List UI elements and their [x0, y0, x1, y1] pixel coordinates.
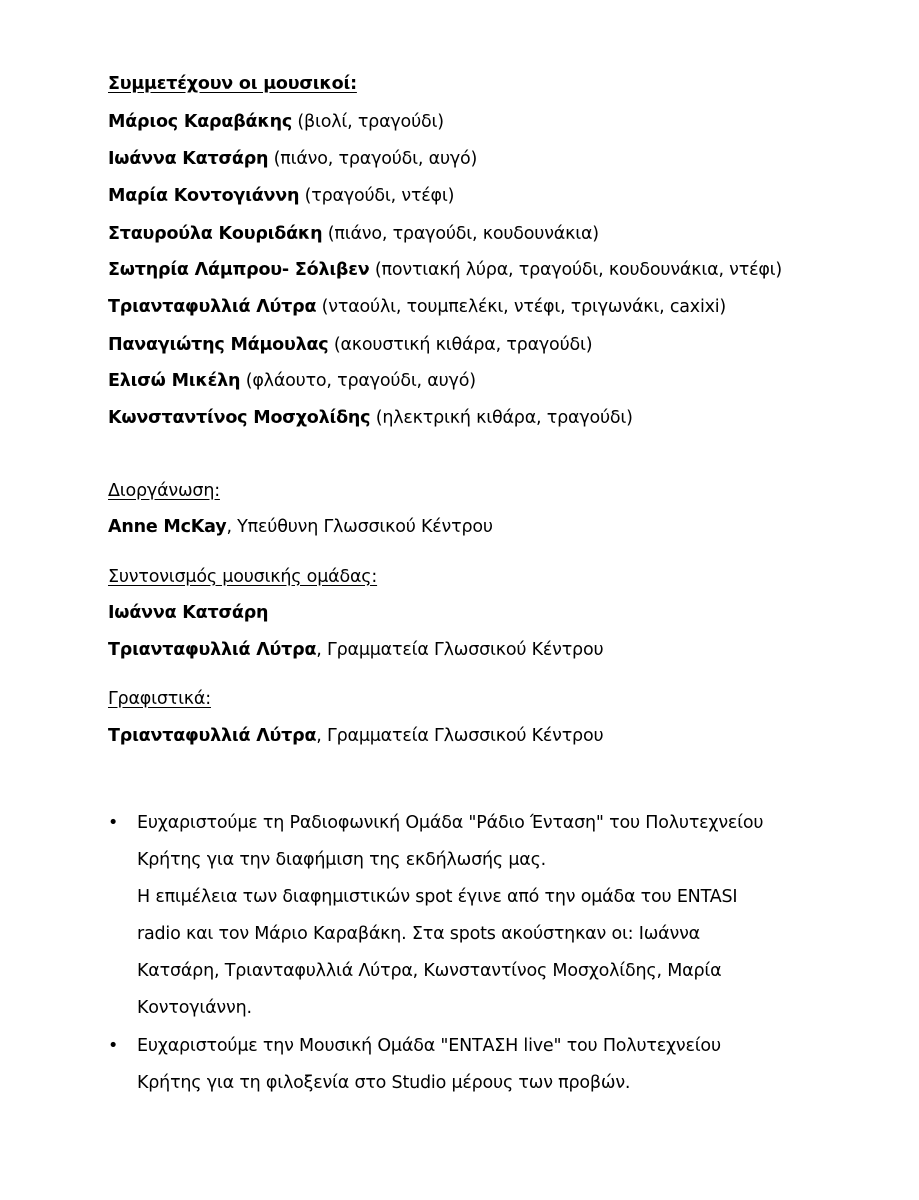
musician-name: Ελισώ Μικέλη — [108, 371, 241, 391]
thanks-line: Κρήτης για τη φιλοξενία στο Studio μέρους των προβών. — [137, 1073, 631, 1093]
musician-role: (φλάουτο, τραγούδι, αυγό) — [240, 371, 476, 391]
coordination-line — [108, 638, 603, 662]
coordination-heading: Συντονισμός μουσικής ομάδας: — [108, 567, 378, 587]
graphics-heading: Γραφιστικά: — [108, 689, 211, 709]
organizer-role: , Υπεύθυνη Γλωσσικού Κέντρου — [226, 517, 493, 537]
musician-name: Κωνσταντίνος Μοσχολίδης — [108, 408, 371, 428]
organization-line — [108, 515, 493, 539]
musician-name: Σωτηρία Λάμπρου- Σόλιβεν — [108, 260, 370, 280]
musician-line — [108, 333, 592, 357]
graphics-role: , Γραμματεία Γλωσσικού Κέντρου — [316, 726, 604, 746]
thanks-line: Ευχαριστούμε τη Ραδιοφωνική Ομάδα "Ράδιο Ένταση" του Πολυτεχνείου — [137, 813, 764, 833]
bullet-icon: • — [108, 1036, 119, 1056]
musician-role: (ακουστική κιθάρα, τραγούδι) — [328, 335, 593, 355]
graphics-name: Τριανταφυλλιά Λύτρα — [108, 726, 317, 746]
coordinator-role: , Γραμματεία Γλωσσικού Κέντρου — [316, 640, 604, 660]
coordinator-name: Τριανταφυλλιά Λύτρα — [108, 640, 317, 660]
thanks-line: Ευχαριστούμε την Μουσική Ομάδα "ΕΝΤΑΣΗ live" του Πολυτεχνείου — [137, 1036, 721, 1056]
musician-role: (τραγούδι, ντέφι) — [299, 186, 455, 206]
musician-line — [108, 184, 454, 208]
thanks-line: Κοντογιάννη. — [137, 998, 252, 1018]
bullet-icon: • — [108, 813, 119, 833]
musician-name: Τριανταφυλλιά Λύτρα — [108, 297, 317, 317]
musician-name: Παναγιώτης Μάμουλας — [108, 335, 329, 355]
musicians-heading: Συμμετέχουν οι μουσικοί: — [108, 74, 357, 94]
organization-heading: Διοργάνωση: — [108, 481, 220, 501]
musician-name: Μαρία Κοντογιάννη — [108, 186, 300, 206]
musician-role: (πιάνο, τραγούδι, αυγό) — [268, 149, 478, 169]
thanks-line: Κατσάρη, Τριανταφυλλιά Λύτρα, Κωνσταντίνος Μοσχολίδης, Μαρία — [137, 961, 722, 981]
musician-line — [108, 110, 444, 134]
musician-role: (νταούλι, τουμπελέκι, ντέφι, τριγωνάκι, caxixi) — [316, 297, 727, 317]
musician-role: (βιολί, τραγούδι) — [292, 112, 444, 132]
musician-name: Σταυρούλα Κουριδάκη — [108, 224, 323, 244]
musician-line — [108, 369, 476, 393]
musician-role: (ηλεκτρική κιθάρα, τραγούδι) — [370, 408, 633, 428]
musician-line — [108, 147, 477, 171]
musician-name: Ιωάννα Κατσάρη — [108, 149, 269, 169]
musician-role: (ποντιακή λύρα, τραγούδι, κουδουνάκια, ντέφι) — [369, 260, 783, 280]
graphics-line — [108, 724, 603, 748]
coordinator-name: Ιωάννα Κατσάρη — [108, 603, 269, 623]
musician-line — [108, 222, 599, 246]
musician-name: Μάριος Καραβάκης — [108, 112, 293, 132]
musician-role: (πιάνο, τραγούδι, κουδουνάκια) — [322, 224, 599, 244]
organizer-name: Anne McKay — [108, 517, 227, 537]
musician-line — [108, 295, 726, 319]
thanks-line: Η επιμέλεια των διαφημιστικών spot έγινε από την ομάδα του ENTASI — [137, 887, 738, 907]
musician-line — [108, 406, 633, 430]
thanks-line: Κρήτης για την διαφήμιση της εκδήλωσής μας. — [137, 850, 547, 870]
thanks-line: radio και τον Μάριο Καραβάκη. Στα spots ακούστηκαν οι: Ιωάννα — [137, 924, 700, 944]
musician-line — [108, 258, 782, 282]
